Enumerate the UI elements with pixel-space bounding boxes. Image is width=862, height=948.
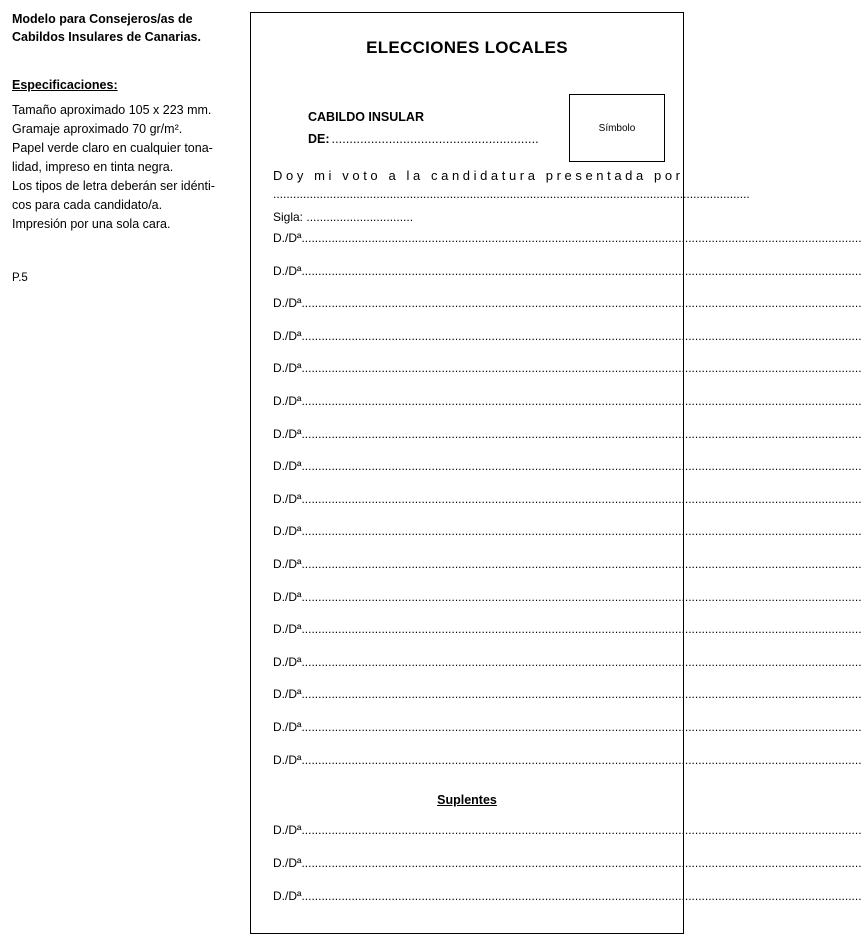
candidate-prefix: D./Dª bbox=[273, 687, 302, 701]
candidate-fill-line bbox=[301, 264, 861, 278]
candidate-fill-line bbox=[301, 753, 861, 767]
candidate-prefix: D./Dª bbox=[273, 264, 302, 278]
candidate-prefix: D./Dª bbox=[273, 231, 302, 245]
candidate-prefix: D./Dª bbox=[273, 492, 302, 506]
model-heading-line-2: Cabildos Insulares de Canarias. bbox=[12, 30, 201, 44]
specifications-title: Especificaciones: bbox=[12, 78, 118, 92]
spec-line-weight: Gramaje aproximado 70 gr/m². bbox=[12, 122, 183, 136]
candidate-fill-line bbox=[301, 394, 861, 408]
spec-line-paper-2: lidad, impreso en tinta negra. bbox=[12, 160, 174, 174]
candidate-fill-line bbox=[301, 687, 861, 701]
candidate-fill-line bbox=[301, 655, 861, 669]
candidate-fill-line bbox=[301, 329, 861, 343]
spec-line-size: Tamaño aproximado 105 x 223 mm. bbox=[12, 103, 212, 117]
candidate-fill-line bbox=[301, 492, 861, 506]
candidate-line bbox=[273, 296, 667, 314]
vote-statement bbox=[273, 168, 750, 201]
candidate-prefix: D./Dª bbox=[273, 590, 302, 604]
candidate-prefix: D./Dª bbox=[273, 329, 302, 343]
vote-text: Doy mi voto a la candidatura presentada por bbox=[273, 168, 684, 183]
candidate-fill-line bbox=[301, 622, 861, 636]
candidate-line bbox=[273, 524, 667, 542]
candidate-fill-line bbox=[301, 231, 861, 245]
candidate-line bbox=[273, 590, 667, 608]
candidate-fill-line bbox=[301, 856, 861, 870]
candidate-prefix: D./Dª bbox=[273, 459, 302, 473]
candidate-line bbox=[273, 655, 667, 673]
candidate-prefix: D./Dª bbox=[273, 427, 302, 441]
sigla-field bbox=[273, 210, 413, 224]
spec-line-font-2: cos para cada candidato/a. bbox=[12, 198, 163, 212]
candidate-fill-line bbox=[301, 889, 861, 903]
candidate-prefix: D./Dª bbox=[273, 720, 302, 734]
candidate-fill-line bbox=[301, 557, 861, 571]
candidate-line bbox=[273, 459, 667, 477]
candidate-prefix: D./Dª bbox=[273, 655, 302, 669]
candidate-prefix: D./Dª bbox=[273, 296, 302, 310]
candidate-line bbox=[273, 394, 667, 412]
sigla-label: Sigla: bbox=[273, 210, 304, 224]
candidate-prefix: D./Dª bbox=[273, 889, 302, 903]
specifications-panel bbox=[12, 10, 240, 284]
candidate-fill-line bbox=[301, 524, 861, 538]
candidate-fill-line bbox=[301, 296, 861, 310]
candidate-fill-line bbox=[301, 720, 861, 734]
suplentes-heading: Suplentes bbox=[437, 793, 497, 807]
suplente-line bbox=[273, 856, 667, 874]
symbol-box bbox=[569, 94, 665, 162]
de-label: DE: bbox=[308, 132, 330, 146]
candidate-prefix: D./Dª bbox=[273, 524, 302, 538]
candidate-fill-line bbox=[301, 459, 861, 473]
candidate-prefix: D./Dª bbox=[273, 361, 302, 375]
candidate-prefix: D./Dª bbox=[273, 753, 302, 767]
spec-line-print: Impresión por una sola cara. bbox=[12, 217, 171, 231]
candidate-prefix: D./Dª bbox=[273, 856, 302, 870]
candidate-fill-line bbox=[301, 823, 861, 837]
candidate-prefix: D./Dª bbox=[273, 557, 302, 571]
symbol-label: Símbolo bbox=[598, 122, 636, 134]
candidate-fill-line bbox=[301, 590, 861, 604]
page-number: P.5 bbox=[12, 272, 28, 284]
suplente-line bbox=[273, 823, 667, 841]
candidate-fill-line bbox=[301, 427, 861, 441]
cabildo-label: CABILDO INSULAR bbox=[308, 110, 424, 124]
candidate-line bbox=[273, 753, 667, 771]
candidate-line bbox=[273, 264, 667, 282]
spec-line-paper-1: Papel verde claro en cualquier tona- bbox=[12, 141, 213, 155]
candidate-line bbox=[273, 361, 667, 379]
ballot-sheet bbox=[250, 12, 750, 934]
candidate-line bbox=[273, 492, 667, 510]
model-heading-line-1: Modelo para Consejeros/as de bbox=[12, 12, 193, 26]
candidate-line bbox=[273, 622, 667, 640]
de-fill-line: .......................................................... bbox=[331, 132, 539, 146]
candidate-fill-line bbox=[301, 361, 861, 375]
spec-line-font-1: Los tipos de letra deberán ser idénti- bbox=[12, 179, 215, 193]
candidate-prefix: D./Dª bbox=[273, 622, 302, 636]
candidate-prefix: D./Dª bbox=[273, 394, 302, 408]
candidate-prefix: D./Dª bbox=[273, 823, 302, 837]
candidate-line bbox=[273, 427, 667, 445]
candidate-line bbox=[273, 231, 667, 249]
candidate-line bbox=[273, 329, 667, 347]
ballot-title: ELECCIONES LOCALES bbox=[366, 38, 568, 57]
candidate-line bbox=[273, 557, 667, 575]
vote-fill-line: ............................................................................................................................................... bbox=[273, 187, 750, 201]
sigla-fill-line: ................................ bbox=[306, 210, 414, 224]
suplente-line bbox=[273, 889, 667, 907]
de-row bbox=[308, 128, 539, 150]
candidate-line bbox=[273, 687, 667, 705]
cabildo-block bbox=[308, 106, 539, 150]
candidate-line bbox=[273, 720, 667, 738]
